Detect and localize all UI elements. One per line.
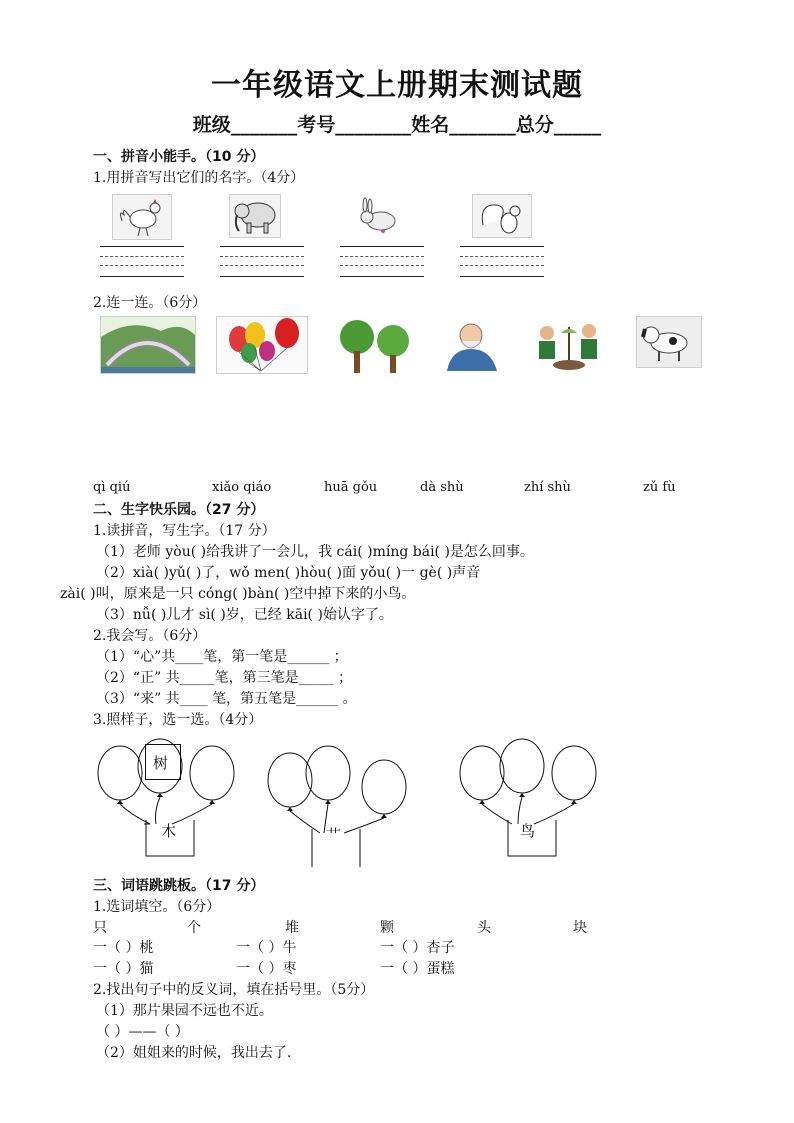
s2-q2-line-3: （3）“来” 共____ 笔，第五笔是______ 。 <box>96 691 357 707</box>
s2-q2-line-2: （2）“正” 共_____笔，第三笔是_____ ； <box>96 670 353 686</box>
answer-guide-line <box>460 256 544 257</box>
pinyin-option[interactable]: zǔ fù <box>643 480 676 495</box>
balloon-group-3 <box>452 738 612 863</box>
fill-item: 一（ ）猫 <box>93 961 154 977</box>
grandfather-image <box>440 318 506 372</box>
answer-guide-line <box>460 265 544 266</box>
example-balloon-char: 树 <box>153 754 169 772</box>
elephant-image <box>229 194 281 238</box>
s1-q2-prompt: 2.连一连。（6分） <box>93 295 207 311</box>
s1-q1-prompt: 1.用拼音写出它们的名字。（4分） <box>93 170 305 186</box>
answer-line[interactable] <box>340 246 424 247</box>
pinyin-option[interactable]: dà shù <box>420 480 464 495</box>
answer-line <box>100 276 184 277</box>
s2-q2-line-1: （1）“心”共____笔，第一笔是______ ； <box>96 649 348 665</box>
answer-line <box>340 276 424 277</box>
word-option[interactable]: 块 <box>573 920 587 936</box>
word-option[interactable]: 堆 <box>285 920 299 936</box>
rabbit-image <box>352 196 404 236</box>
fill-item: 一（ ）蛋糕 <box>380 961 455 977</box>
fill-item: 一（ ）杏子 <box>380 940 455 956</box>
s2-q1-line-2: （2）xià( )yǔ( )了，wǒ men( )hòu( )面 yǒu( )一 gè( )声音 <box>96 565 481 581</box>
fill-item: 一（ ）牛 <box>236 940 297 956</box>
word-option[interactable]: 颗 <box>380 920 394 936</box>
dog-image <box>636 316 702 368</box>
student-info-line: 班级_______考号________姓名_______总分_____ <box>192 114 602 136</box>
answer-line[interactable] <box>220 246 304 247</box>
s2-q3-prompt: 3.照样子，选一选。（4分） <box>93 712 263 728</box>
word-option[interactable]: 个 <box>187 920 201 936</box>
balloon-group-2 <box>262 745 422 870</box>
pinyin-option[interactable]: zhí shù <box>524 480 571 495</box>
answer-guide-line <box>340 256 424 257</box>
answer-guide-line <box>340 265 424 266</box>
word-option[interactable]: 头 <box>477 920 491 936</box>
answer-guide-line <box>220 265 304 266</box>
answer-line[interactable] <box>100 246 184 247</box>
answer-guide-line <box>100 265 184 266</box>
fill-item: 一（ ）枣 <box>236 961 297 977</box>
answer-guide-line <box>220 256 304 257</box>
answer-line <box>220 276 304 277</box>
balloons-image <box>216 316 308 374</box>
s2-q1-prompt: 1.读拼音，写生字。（17 分） <box>93 523 276 539</box>
basket-char: 艹 <box>326 826 342 844</box>
pinyin-option[interactable]: xiǎo qiáo <box>212 480 272 495</box>
s3-q2-prompt: 2.找出句子中的反义词，填在括号里。（5分） <box>93 982 375 998</box>
section-3-heading: 三、词语跳跳板。（17 分） <box>93 878 265 894</box>
s2-q1-line-1: （1）老师 yòu( )给我讲了一会儿，我 cái( )míng bái( )是怎么回事。 <box>96 544 534 560</box>
squirrel-image <box>472 194 532 238</box>
section-2-heading: 二、生字快乐园。（27 分） <box>93 502 265 518</box>
answer-line <box>460 276 544 277</box>
page-title: 一年级语文上册期末测试题 <box>211 68 583 103</box>
s3-q2-answer: （ ）——（ ） <box>96 1024 189 1040</box>
fill-item: 一（ ）桃 <box>93 940 154 956</box>
answer-guide-line <box>100 256 184 257</box>
children-planting-image <box>530 316 610 374</box>
s3-q1-prompt: 1.选词填空。（6分） <box>93 899 221 915</box>
trees-image <box>336 316 414 376</box>
pinyin-option[interactable]: qì qiú <box>93 480 131 495</box>
basket-char: 鸟 <box>520 822 536 840</box>
word-option[interactable]: 只 <box>93 920 107 936</box>
bridge-image <box>100 316 196 374</box>
pinyin-option[interactable]: huā gǒu <box>324 480 378 495</box>
section-1-heading: 一、拼音小能手。（10 分） <box>93 149 265 165</box>
s3-q2-line-1: （1）那片果园不远也不近。 <box>96 1003 273 1019</box>
s3-q2-line-2: （2）姐姐来的时候，我出去了. <box>96 1045 292 1061</box>
rooster-image <box>112 194 172 240</box>
s2-q1-line-3: （3）nǚ( )儿才 sì( )岁，已经 kāi( )始认字了。 <box>96 607 393 623</box>
answer-line[interactable] <box>460 246 544 247</box>
s2-q2-prompt: 2.我会写。（6分） <box>93 628 207 644</box>
s2-q1-line-2-cont: zài( )叫，原来是一只 cóng( )bàn( )空中掉下来的小鸟。 <box>60 586 416 602</box>
basket-char: 木 <box>161 822 177 840</box>
